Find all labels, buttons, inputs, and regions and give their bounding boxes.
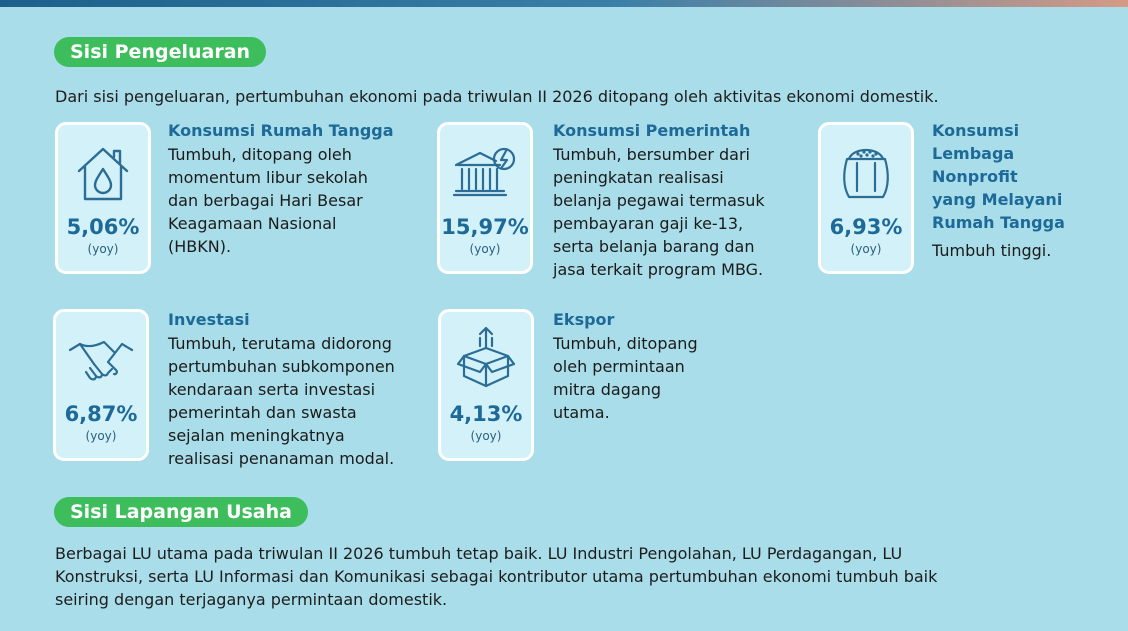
handshake-icon <box>68 334 134 384</box>
section-intro-pengeluaran: Dari sisi pengeluaran, pertumbuhan ekonomi pada triwulan II 2026 ditopang oleh aktivitas ekonomi domestik. <box>55 87 939 106</box>
card-konsumsi-lnprt-box <box>818 122 914 274</box>
card-value: 6,93% <box>829 215 903 239</box>
card-unit: (yoy) <box>87 242 119 256</box>
card-value: 5,06% <box>66 215 140 239</box>
card-value: 4,13% <box>449 402 523 426</box>
card-title: Ekspor <box>553 310 615 329</box>
card-konsumsi-pemerintah-box <box>437 122 533 274</box>
section-title-lapangan-usaha: Sisi Lapangan Usaha <box>54 497 308 527</box>
house-water-drop-icon <box>74 143 132 203</box>
card-investasi-box <box>53 309 149 461</box>
government-building-icon <box>452 145 518 201</box>
card-konsumsi-rumah-tangga-box <box>55 122 151 274</box>
section-title-pengeluaran: Sisi Pengeluaran <box>54 37 266 67</box>
card-title: Konsumsi Pemerintah <box>553 121 751 140</box>
card-unit: (yoy) <box>470 429 502 443</box>
card-ekspor-box <box>438 309 534 461</box>
export-box-icon <box>456 326 516 388</box>
card-unit: (yoy) <box>85 429 117 443</box>
card-description: Tumbuh tinggi. <box>932 241 1052 260</box>
card-value: 15,97% <box>441 215 529 239</box>
card-title: Konsumsi Rumah Tangga <box>168 121 394 140</box>
card-title: Investasi <box>168 310 250 329</box>
grain-sack-icon <box>839 143 893 201</box>
top-gradient-bar <box>0 0 1128 7</box>
card-unit: (yoy) <box>469 242 501 256</box>
card-value: 6,87% <box>64 402 138 426</box>
card-unit: (yoy) <box>850 242 882 256</box>
